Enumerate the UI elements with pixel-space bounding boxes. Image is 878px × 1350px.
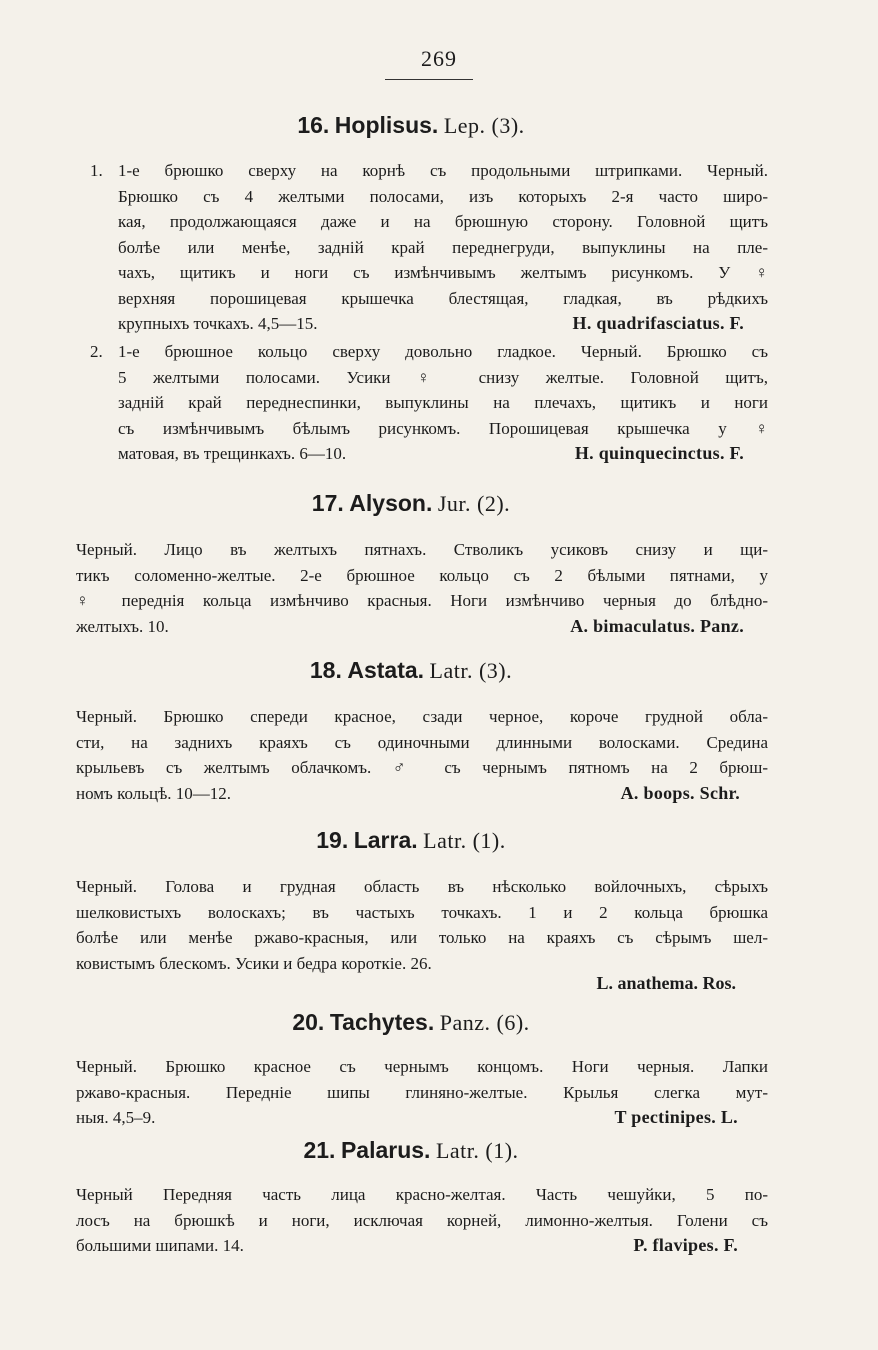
text-line: болѣе или менѣе, заднiй край переднегруди, выпуклины на пле- bbox=[118, 237, 768, 257]
text-line: 1-е брюшко сверху на корнѣ съ продольными штрипками. Черный. bbox=[118, 161, 768, 180]
genus-name: Hoplisus. bbox=[334, 112, 439, 138]
text-line: тикъ соломенно-желтые. 2-е брюшное кольцо съ 2 бѣлыми пятнами, у bbox=[76, 565, 768, 585]
text-line: кая, продолжающаяся даже и на брюшную сторону. Головной щитъ bbox=[118, 212, 768, 231]
text-line: верхняя порошицевая крышечка блестящая, гладкая, въ рѣдкихъ bbox=[118, 288, 768, 308]
species-name: H. quinquecinctus. F. bbox=[574, 443, 744, 463]
species-name: T pectinipes. L. bbox=[614, 1107, 738, 1127]
text-line: сти, на заднихъ краяхъ съ одиночными длинными волосками. Средина bbox=[76, 732, 768, 752]
genus-author: Latr. (1). bbox=[423, 828, 506, 853]
genus-author: Latr. (1). bbox=[435, 1138, 519, 1163]
genus-author: Latr. (3). bbox=[429, 658, 513, 683]
genus-description bbox=[76, 1054, 768, 1131]
genus-number: 20. bbox=[292, 1009, 325, 1035]
text-line: шелковистыхъ волоскахъ; въ частыхъ точкахъ. 1 и 2 кольца брюшка bbox=[76, 902, 768, 922]
text-line: Черный. Брюшко спереди красное, сзади черное, короче грудной обла- bbox=[76, 707, 768, 726]
genus-name: Larra. bbox=[353, 827, 418, 853]
text-line bbox=[76, 1105, 768, 1131]
section-heading-19 bbox=[0, 827, 822, 854]
text-line: Черный. Брюшко красное съ чернымъ концомъ. Ноги черныя. Лапки bbox=[76, 1057, 768, 1076]
text-line bbox=[118, 441, 768, 467]
text-line: чахъ, щитикъ и ноги съ измѣнчивымъ желтымъ рисункомъ. У ♀ bbox=[118, 263, 768, 282]
text-line-end: большими шипами. 14. bbox=[76, 1236, 244, 1255]
genus-name: Palarus. bbox=[340, 1137, 431, 1163]
text-line: Черный. Лицо въ желтыхъ пятнахъ. Стволикъ усиковъ снизу и щи- bbox=[76, 540, 768, 559]
text-line: Черный. Голова и грудная область въ нѣсколько войлочныхъ, сѣрыхъ bbox=[76, 877, 768, 896]
species-name: A. bimaculatus. Panz. bbox=[570, 615, 744, 636]
genus-description bbox=[76, 537, 768, 639]
genus-description bbox=[76, 1182, 768, 1259]
genus-author: Panz. (6). bbox=[439, 1010, 530, 1035]
species-name: P. flavipes. F. bbox=[633, 1235, 738, 1255]
text-line bbox=[76, 1233, 768, 1259]
genus-number: 16. bbox=[297, 112, 330, 138]
key-entry-1 bbox=[90, 158, 768, 337]
page-number: 269 bbox=[421, 46, 457, 71]
text-line-end: номъ кольцѣ. 10—12. bbox=[76, 783, 232, 803]
page-number-rule bbox=[385, 79, 473, 80]
text-line: крыльевъ съ желтымъ облачкомъ. ♂ съ чернымъ пятномъ на 2 брюш- bbox=[76, 758, 768, 777]
text-line bbox=[118, 311, 768, 337]
text-line-end: желтыхъ. 10. bbox=[76, 616, 169, 636]
text-line: Черный Передняя часть лица красно-желтая. Часть чешуйки, 5 по- bbox=[76, 1185, 768, 1204]
genus-author: Jur. (2). bbox=[437, 491, 511, 516]
genus-number: 18. bbox=[309, 657, 342, 683]
genus-number: 17. bbox=[311, 490, 344, 516]
section-heading-18 bbox=[0, 657, 822, 684]
section-heading-16 bbox=[0, 112, 822, 139]
genus-number: 19. bbox=[316, 827, 349, 853]
text-line: ♀ переднiя кольца измѣнчиво красныя. Ноги измѣнчиво черныя до блѣдно- bbox=[76, 591, 768, 610]
section-heading-20 bbox=[0, 1009, 822, 1036]
text-line-end: матовая, въ трещинкахъ. 6—10. bbox=[118, 444, 347, 463]
genus-description bbox=[76, 874, 768, 976]
text-line: 5 желтыми полосами. Усики ♀ снизу желтые. Головной щитъ, bbox=[118, 367, 768, 387]
section-heading-17 bbox=[0, 490, 822, 517]
section-heading-21 bbox=[0, 1137, 822, 1164]
text-line bbox=[76, 781, 768, 807]
text-line-end: ныя. 4,5–9. bbox=[76, 1108, 156, 1127]
text-line: 1-е брюшное кольцо сверху довольно гладкое. Черный. Брюшко съ bbox=[118, 342, 768, 361]
key-entry-number: 1. bbox=[90, 161, 103, 180]
genus-name: Astata. bbox=[347, 657, 425, 683]
text-line: Брюшко съ 4 желтыми полосами, изъ которыхъ 2-я часто широ- bbox=[118, 186, 768, 206]
text-line-end: крупныхъ точкахъ. 4,5—15. bbox=[118, 314, 318, 333]
species-name: L. anathema. Ros. bbox=[596, 973, 736, 993]
genus-author: Lep. (3). bbox=[443, 113, 525, 138]
text-line: ржаво-красныя. Переднiе шипы глиняно-желтые. Крылья слегка мут- bbox=[76, 1082, 768, 1102]
text-line: лосъ на брюшкѣ и ноги, исключая корней, лимонно-желтыя. Голени съ bbox=[76, 1210, 768, 1230]
key-entry-2 bbox=[90, 339, 768, 467]
text-line: ковистымъ блескомъ. Усики и бедра короткiе. 26. bbox=[76, 953, 432, 973]
key-entry-number: 2. bbox=[90, 342, 103, 361]
genus-name: Tachytes. bbox=[329, 1009, 435, 1035]
species-name: A. boops. Schr. bbox=[620, 782, 740, 803]
genus-number: 21. bbox=[303, 1137, 336, 1163]
text-line: заднiй край переднеспинки, выпуклины на плечахъ, щитикъ и ноги bbox=[118, 393, 768, 412]
species-name: H. quadrifasciatus. F. bbox=[572, 313, 744, 333]
genus-description bbox=[76, 704, 768, 806]
text-line: болѣе или менѣе ржаво-красныя, или только на краяхъ съ сѣрымъ шел- bbox=[76, 928, 768, 947]
genus-name: Alyson. bbox=[349, 490, 433, 516]
text-line bbox=[76, 614, 768, 640]
text-line: съ измѣнчивымъ бѣлымъ рисункомъ. Порошицевая крышечка у ♀ bbox=[118, 418, 768, 438]
